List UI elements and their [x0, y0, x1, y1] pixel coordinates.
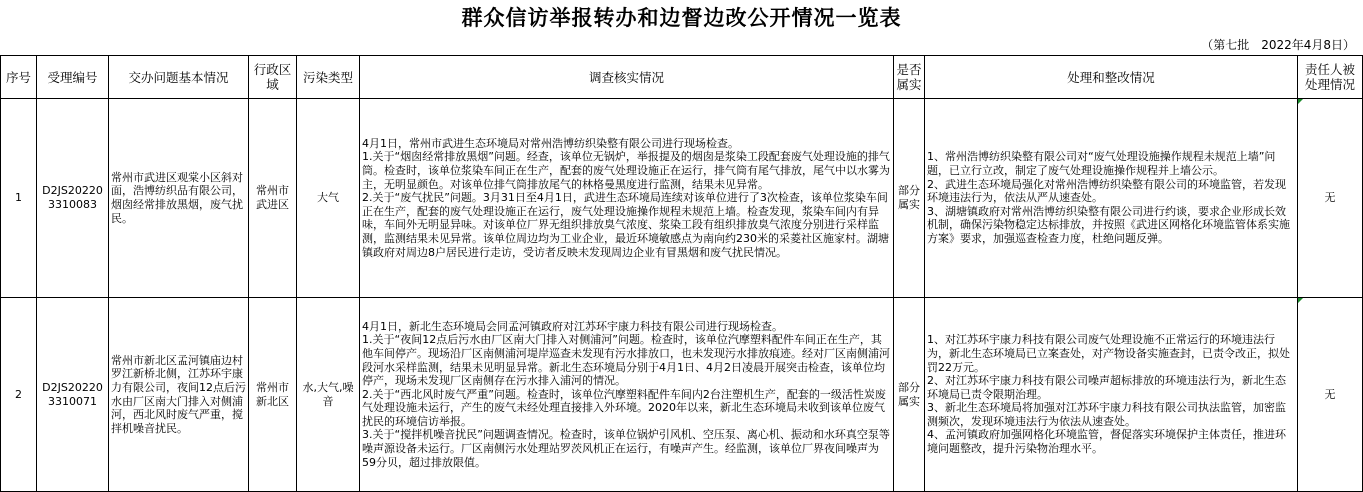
header-rectification: 处理和整改情况: [925, 56, 1298, 99]
table-row: [1, 99, 1363, 298]
row-verified: 部分属实: [894, 298, 925, 492]
investigation-paragraph: 4月1日，常州市武进生态环境局对常州浩博纺织染整有限公司进行现场检查。: [362, 136, 739, 150]
page-title: 群众信访举报转办和边督边改公开情况一览表: [461, 5, 902, 30]
investigation-paragraph: 1.关于“夜间12点后污水由厂区南大门排入对侧浦河”问题。检查时，该单位汽摩塑料配件车间正在生产，其他车间停产。现场沿厂区南侧浦河堤岸巡查未发现有污水排放口，也未发现污水排放痕迹。经对厂区南侧浦河段河水采样监测，结果未见明显异常。新北生态环境局分别于4月1日、4月2日凌晨开展突击检查，该单位均停产，现场未发现厂区南侧存在污水排入浦河的情况。: [362, 333, 890, 388]
rectification-item: 3、湖塘镇政府对常州浩博纺织染整有限公司进行约谈，要求企业形成长效机制，确保污染物稳定达标排放，并按照《武进区网格化环境监管体系实施方案》要求，加强巡查检查力度，杜绝问题反弹。: [927, 204, 1290, 245]
investigation-paragraph: 1.关于“烟囱经常排放黑烟”问题。经查，该单位无锅炉，举报提及的烟囱是浆染工段配套废气处理设施的排气筒。检查时，该单位浆染车间正在生产，配套的废气处理设施正在运行，排气筒有尾气排放，尾气中以水雾为主，无明显颜色。对该单位排气筒排放尾气的林格曼黑度进行监测，结果未见异常。: [362, 150, 890, 191]
row-investigation: [360, 298, 894, 492]
table-row: [1, 298, 1363, 492]
header-issue: 交办问题基本情况: [109, 56, 249, 99]
row-rectification: [925, 298, 1298, 492]
header-responsible: 责任人被处理情况: [1298, 56, 1363, 99]
rectification-item: 2、武进生态环境局强化对常州浩博纺织染整有限公司的环境监管，若发现环境违法行为，依法从严从速查处。: [927, 177, 1286, 205]
row-responsible: [1298, 99, 1363, 298]
responsible-value: 无: [1324, 387, 1336, 401]
report-table: [0, 55, 1363, 492]
header-region: 行政区域: [249, 56, 297, 99]
rectification-item: 1、常州浩博纺织染整有限公司对“废气处理设施操作规程未规范上墙”问题，已立行立改，制定了废气处理设施操作规程并上墙公示。: [927, 150, 1276, 178]
responsible-value: 无: [1324, 191, 1336, 205]
row-pollution: 大气: [297, 99, 360, 298]
row-issue: 常州市新北区孟河镇庙边村罗江新桥北侧，江苏环宇康力有限公司，夜间12点后污水由厂区南大门排入对侧浦河，西北风时废气严重，搅拌机噪音扰民。: [109, 298, 249, 492]
investigation-paragraph: 4月1日，新北生态环境局会同孟河镇政府对江苏环宇康力科技有限公司进行现场检查。: [362, 319, 783, 333]
cell-comment-marker-icon: [1298, 99, 1303, 104]
cell-comment-marker-icon: [1298, 298, 1303, 303]
row-issue: 常州市武进区观棠小区斜对面，浩博纺织品有限公司，烟囱经常排放黑烟，废气扰民。: [109, 99, 249, 298]
investigation-paragraph: 2.关于“西北风时废气严重”问题。检查时，该单位汽摩塑料配件车间内2台注塑机生产，配套的一级活性炭废气处理设施未运行，产生的废气未经处理直接排入外环境。2020年以来，新北生态环境局未收到该单位废气扰民的环境信访举报。: [362, 387, 886, 428]
investigation-paragraph: 2.关于“废气扰民”问题。3月31日至4月1日，武进生态环境局连续对该单位进行了3次检查，该单位浆染车间正在生产，配套的废气处理设施正在运行，废气处理设施操作规程未规范上墙。检查发现，浆染车间内有异味，车间外无明显异味。对该单位厂界无组织排放臭气浓度、浆染工段有组织排放臭气浓度分别进行采样监测，监测结果未见异常。该单位周边均为工业企业，最近环境敏感点为南向约230米的采菱社区施家村。湖塘镇政府对周边8户居民进行走访，受访者反映未发现周边企业有冒黑烟和废气扰民情况。: [362, 191, 889, 259]
investigation-paragraph: 3.关于“搅拌机噪音扰民”问题调查情况。检查时，该单位锅炉引风机、空压泵、离心机、振动和水环真空泵等噪声源设备未运行。厂区南侧污水处理站罗茨风机正在运行，有噪声产生。经监测，该单位厂界夜间噪声为59分贝，超过排放限值。: [362, 428, 890, 469]
row-code: D2JS202203310071: [37, 298, 109, 492]
row-responsible: [1298, 298, 1363, 492]
row-region: 常州市武进区: [249, 99, 297, 298]
header-verified: 是否属实: [894, 56, 925, 99]
row-region: 常州市新北区: [249, 298, 297, 492]
header-investigation: 调查核实情况: [360, 56, 894, 99]
row-pollution: 水,大气,噪音: [297, 298, 360, 492]
header-no: 序号: [1, 56, 37, 99]
header-pollution: 污染类型: [297, 56, 360, 99]
batch-date-label: （第七批 2022年4月8日）: [1201, 38, 1355, 52]
row-verified: 部分属实: [894, 99, 925, 298]
header-code: 受理编号: [37, 56, 109, 99]
table-header-row: [1, 56, 1363, 99]
row-no: 2: [1, 298, 37, 492]
row-code: D2JS202203310083: [37, 99, 109, 298]
row-no: 1: [1, 99, 37, 298]
rectification-item: 1、对江苏环宇康力科技有限公司废气处理设施不正常运行的环境违法行为，新北生态环境局已立案查处，对产物设备实施查封，已责令改正，拟处罚22万元。: [927, 333, 1290, 374]
row-rectification: [925, 99, 1298, 298]
rectification-item: 2、对江苏环宇康力科技有限公司噪声超标排放的环境违法行为，新北生态环境局已责令限期治理。: [927, 374, 1286, 401]
row-investigation: [360, 99, 894, 298]
rectification-item: 4、孟河镇政府加强网格化环境监管，督促落实环境保护主体责任，推进环境问题整改，提升污染物治理水平。: [927, 428, 1286, 456]
rectification-item: 3、新北生态环境局将加强对江苏环宇康力科技有限公司执法监管，加密监测频次，发现环境违法行为依法从速查处。: [927, 401, 1286, 428]
